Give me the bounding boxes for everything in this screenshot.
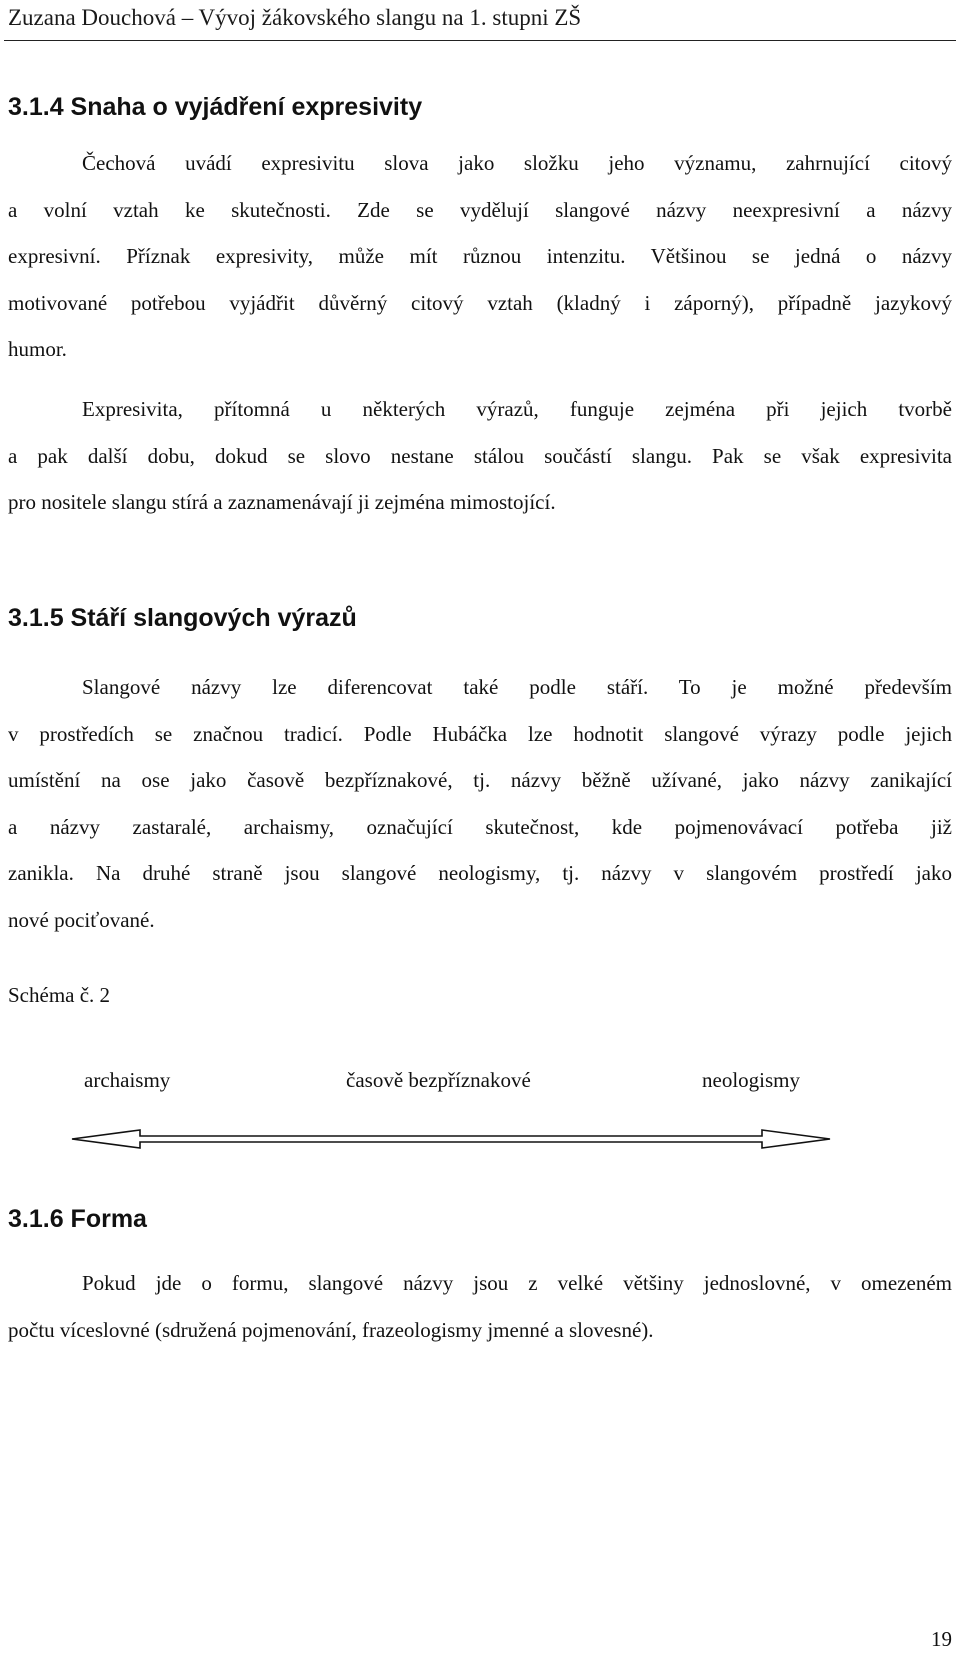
paragraph-line: zanikla. Na druhé straně jsou slangové neologismy, tj. názvy v slangovém prostředí jako bbox=[8, 861, 952, 885]
paragraph-line: Pokud jde o formu, slangové názvy jsou z velké většiny jednoslovné, v omezeném bbox=[82, 1271, 952, 1295]
page-number: 19 bbox=[931, 1627, 952, 1651]
paragraph-line: počtu víceslovné (sdružená pojmenování, frazeologismy jmenné a slovesné). bbox=[8, 1317, 654, 1342]
paragraph-forma bbox=[8, 1268, 952, 1361]
schema-label-casove-bezpriznakove: časově bezpříznakové bbox=[346, 1068, 531, 1092]
paragraph-stari bbox=[8, 672, 952, 951]
header-divider bbox=[4, 40, 956, 41]
section-heading-3-1-4: 3.1.4 Snaha o vyjádření expresivity bbox=[8, 93, 423, 121]
paragraph-line: v prostředích se značnou tradicí. Podle Hubáčka lze hodnotit slangové výrazy podle jejich bbox=[8, 721, 952, 746]
paragraph-line: expresivní. Příznak expresivity, může mít různou intenzitu. Většinou se jedná o názvy bbox=[8, 244, 952, 268]
paragraph-line: pro nositele slangu stírá a zaznamenávají ji zejména mimostojící. bbox=[8, 490, 556, 514]
paragraph-line: humor. bbox=[8, 337, 67, 361]
schema-label-neologismy: neologismy bbox=[702, 1068, 800, 1092]
paragraph-expresivita-1 bbox=[8, 148, 952, 381]
section-heading-3-1-6: 3.1.6 Forma bbox=[8, 1205, 147, 1233]
paragraph-line: Expresivita, přítomná u některých výrazů, funguje zejména při jejich tvorbě bbox=[82, 397, 952, 421]
double-headed-arrow bbox=[70, 1128, 832, 1150]
paragraph-line: Čechová uvádí expresivitu slova jako složku jeho významu, zahrnující citový bbox=[82, 151, 952, 175]
paragraph-expresivita-2 bbox=[8, 394, 952, 534]
paragraph-line: umístění na ose jako časově bezpříznakové, tj. názvy běžně užívané, jako názvy zanikající bbox=[8, 768, 952, 792]
running-header: Zuzana Douchová – Vývoj žákovského slangu na 1. stupni ZŠ bbox=[8, 5, 582, 30]
paragraph-line: nové pociťované. bbox=[8, 907, 155, 932]
paragraph-line: Slangové názvy lze diferencovat také podle stáří. To je možné především bbox=[82, 675, 952, 699]
paragraph-line: motivované potřebou vyjádřit důvěrný citový vztah (kladný i záporný), případně jazykový bbox=[8, 290, 952, 315]
schema-caption: Schéma č. 2 bbox=[8, 983, 111, 1007]
double-arrow-shape bbox=[72, 1130, 830, 1148]
paragraph-line: a názvy zastaralé, archaismy, označující skutečnost, kde pojmenovávací potřeba již bbox=[8, 814, 952, 839]
paragraph-line: a volní vztah ke skutečnosti. Zde se vydělují slangové názvy neexpresivní a názvy bbox=[8, 197, 952, 222]
section-heading-3-1-5: 3.1.5 Stáří slangových výrazů bbox=[8, 604, 357, 632]
paragraph-line: a pak další dobu, dokud se slovo nestane stálou součástí slangu. Pak se však expresivita bbox=[8, 443, 952, 468]
schema-label-archaismy: archaismy bbox=[84, 1068, 171, 1092]
